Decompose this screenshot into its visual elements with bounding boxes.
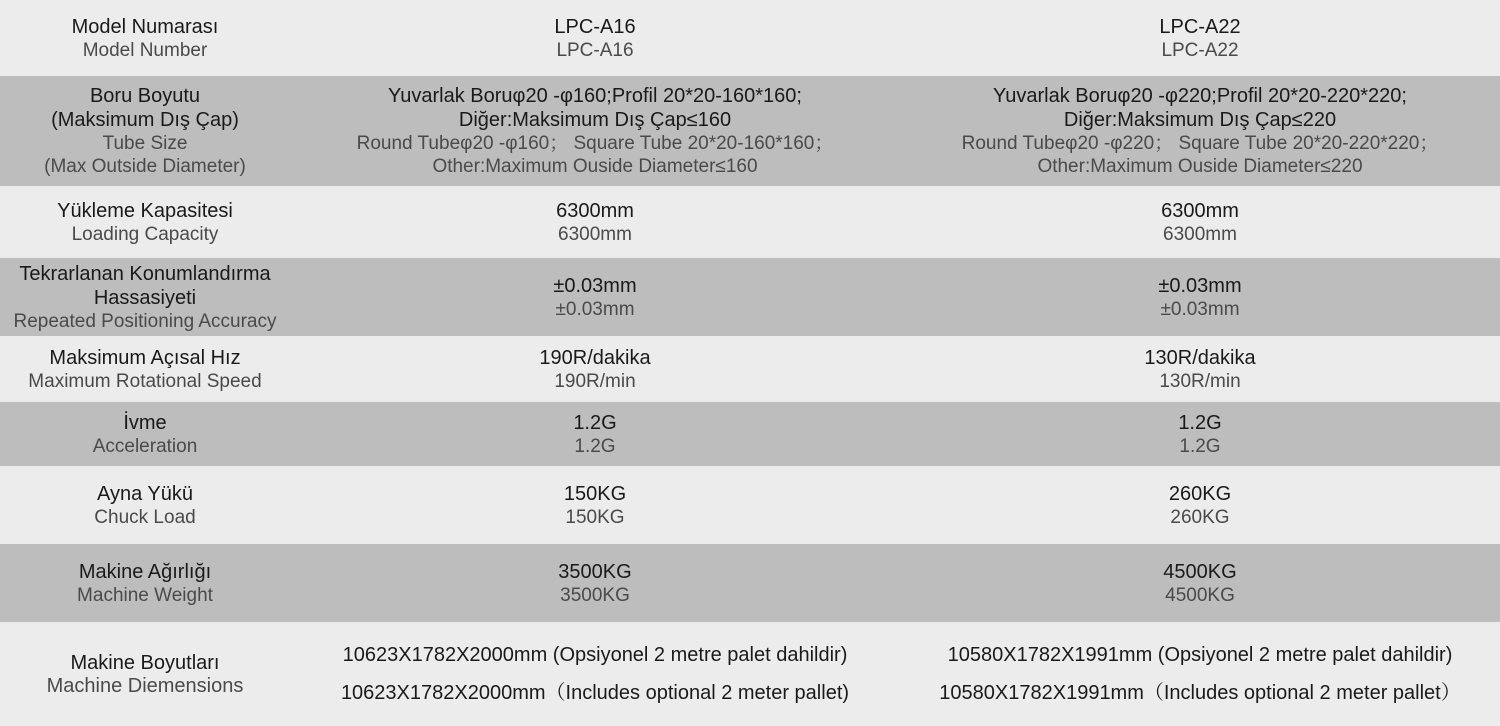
lpc-a22-cell (900, 482, 1500, 529)
a16-value-tr: Diğer:Maksimum Dış Çap≤160 (458, 109, 732, 131)
a22-value-en: 130R/min (1159, 370, 1241, 392)
label-tr: (Maksimum Dış Çap) (51, 109, 239, 131)
lpc-a22-cell (900, 411, 1500, 458)
a16-value-tr: 10623X1782X2000mm (Opsiyonel 2 metre palet dahildir) (342, 644, 848, 666)
label-tr: Makine Ağırlığı (78, 560, 212, 583)
label-en: Maximum Rotational Speed (28, 370, 262, 392)
a22-value-en: Round Tubeφ20 -φ220； Square Tube 20*20-220*220； (961, 133, 1439, 154)
lpc-a16-cell (290, 274, 900, 321)
a22-value-tr: 10580X1782X1991mm (Opsiyonel 2 metre palet dahildir) (947, 644, 1453, 666)
a16-value-tr: 1.2G (573, 411, 617, 434)
label-tr: Tekrarlanan Konumlandırma (19, 262, 271, 285)
row-label-cell (0, 346, 290, 393)
label-en: Loading Capacity (71, 223, 219, 245)
spec-row-positioning-accuracy (0, 258, 1500, 336)
lpc-a22-cell (900, 643, 1500, 705)
a22-value-tr: Yuvarlak Boruφ20 -φ220;Profil 20*20-220*220; (993, 85, 1407, 107)
label-en: Tube Size (102, 133, 188, 154)
a22-value-en: 4500KG (1165, 584, 1235, 606)
lpc-a16-cell (290, 560, 900, 607)
lpc-a16-cell (290, 482, 900, 529)
lpc-a22-cell (900, 199, 1500, 246)
row-label-cell (0, 15, 290, 62)
a22-value-tr: ±0.03mm (1158, 274, 1242, 297)
row-label-cell (0, 651, 290, 698)
spec-row-loading-capacity (0, 186, 1500, 258)
a16-value-en: LPC-A16 (556, 39, 634, 61)
a22-value-tr: Diğer:Maksimum Dış Çap≤220 (1063, 109, 1337, 131)
label-en: Repeated Positioning Accuracy (13, 310, 277, 332)
a16-value-en: 1.2G (574, 435, 616, 457)
a16-value-tr: ±0.03mm (553, 274, 637, 297)
a22-value-en: 1.2G (1179, 435, 1221, 457)
spec-row-machine-weight (0, 544, 1500, 622)
row-label-cell (0, 482, 290, 529)
a22-value-en: LPC-A22 (1161, 39, 1239, 61)
lpc-a22-cell (900, 15, 1500, 62)
label-en: Chuck Load (94, 506, 196, 528)
a16-value-tr: 190R/dakika (539, 346, 651, 369)
a16-value-en: Round Tubeφ20 -φ160； Square Tube 20*20-160*160； (356, 133, 834, 154)
a16-value-tr: 3500KG (558, 560, 632, 583)
lpc-a22-cell (900, 560, 1500, 607)
label-tr: İvme (123, 411, 167, 434)
a22-value-en: 6300mm (1163, 223, 1237, 245)
a16-value-en: Other:Maximum Ouside Diameter≤160 (432, 156, 758, 177)
spec-row-rotational-speed (0, 336, 1500, 402)
a16-value-tr: Yuvarlak Boruφ20 -φ160;Profil 20*20-160*160; (388, 85, 802, 107)
row-label-cell (0, 262, 290, 333)
a22-value-tr: 4500KG (1163, 560, 1237, 583)
a22-value-tr: LPC-A22 (1159, 15, 1241, 38)
lpc-a16-cell (290, 346, 900, 393)
label-en: Machine Diemensions (46, 674, 244, 697)
label-en: (Max Outside Diameter) (44, 156, 246, 177)
label-tr: Ayna Yükü (96, 482, 193, 505)
lpc-a22-cell (900, 346, 1500, 393)
a16-value-tr: LPC-A16 (554, 15, 636, 38)
label-tr: Model Numarası (71, 15, 219, 38)
a16-value-en: ±0.03mm (555, 298, 635, 320)
spec-row-model-number (0, 0, 1500, 76)
spec-row-acceleration (0, 402, 1500, 466)
label-tr: Makine Boyutları (70, 651, 220, 674)
row-label-cell (0, 560, 290, 607)
lpc-a16-cell (290, 199, 900, 246)
row-label-cell (0, 411, 290, 458)
a16-value-en: 10623X1782X2000mm（Includes optional 2 meter pallet) (340, 682, 850, 704)
a22-value-en: ±0.03mm (1160, 298, 1240, 320)
row-label-cell (0, 84, 290, 178)
label-tr: Boru Boyutu (89, 85, 201, 107)
a22-value-tr: 6300mm (1161, 199, 1239, 222)
label-tr: Maksimum Açısal Hız (49, 346, 241, 369)
a22-value-en: Other:Maximum Ouside Diameter≤220 (1037, 156, 1363, 177)
a16-value-en: 150KG (565, 506, 625, 528)
a22-value-tr: 130R/dakika (1144, 346, 1256, 369)
spec-row-machine-dimensions (0, 622, 1500, 726)
spec-row-chuck-load (0, 466, 1500, 544)
lpc-a16-cell (290, 15, 900, 62)
label-en: Machine Weight (77, 584, 213, 606)
a22-value-tr: 260KG (1168, 482, 1232, 505)
lpc-a16-cell (290, 643, 900, 705)
a16-value-en: 6300mm (558, 223, 632, 245)
a16-value-en: 3500KG (560, 584, 630, 606)
row-label-cell (0, 199, 290, 246)
a22-value-en: 260KG (1170, 506, 1230, 528)
a16-value-en: 190R/min (554, 370, 636, 392)
lpc-a16-cell (290, 84, 900, 178)
a22-value-en: 10580X1782X1991mm（Includes optional 2 meter pallet） (939, 682, 1461, 704)
lpc-a22-cell (900, 274, 1500, 321)
lpc-a22-cell (900, 84, 1500, 178)
a22-value-tr: 1.2G (1178, 411, 1222, 434)
a16-value-tr: 150KG (563, 482, 627, 505)
label-en: Model Number (82, 39, 208, 61)
label-tr: Yükleme Kapasitesi (57, 199, 233, 222)
a16-value-tr: 6300mm (556, 199, 634, 222)
spec-row-tube-size (0, 76, 1500, 186)
lpc-a16-cell (290, 411, 900, 458)
label-en: Acceleration (92, 435, 198, 457)
label-tr: Hassasiyeti (93, 286, 197, 309)
